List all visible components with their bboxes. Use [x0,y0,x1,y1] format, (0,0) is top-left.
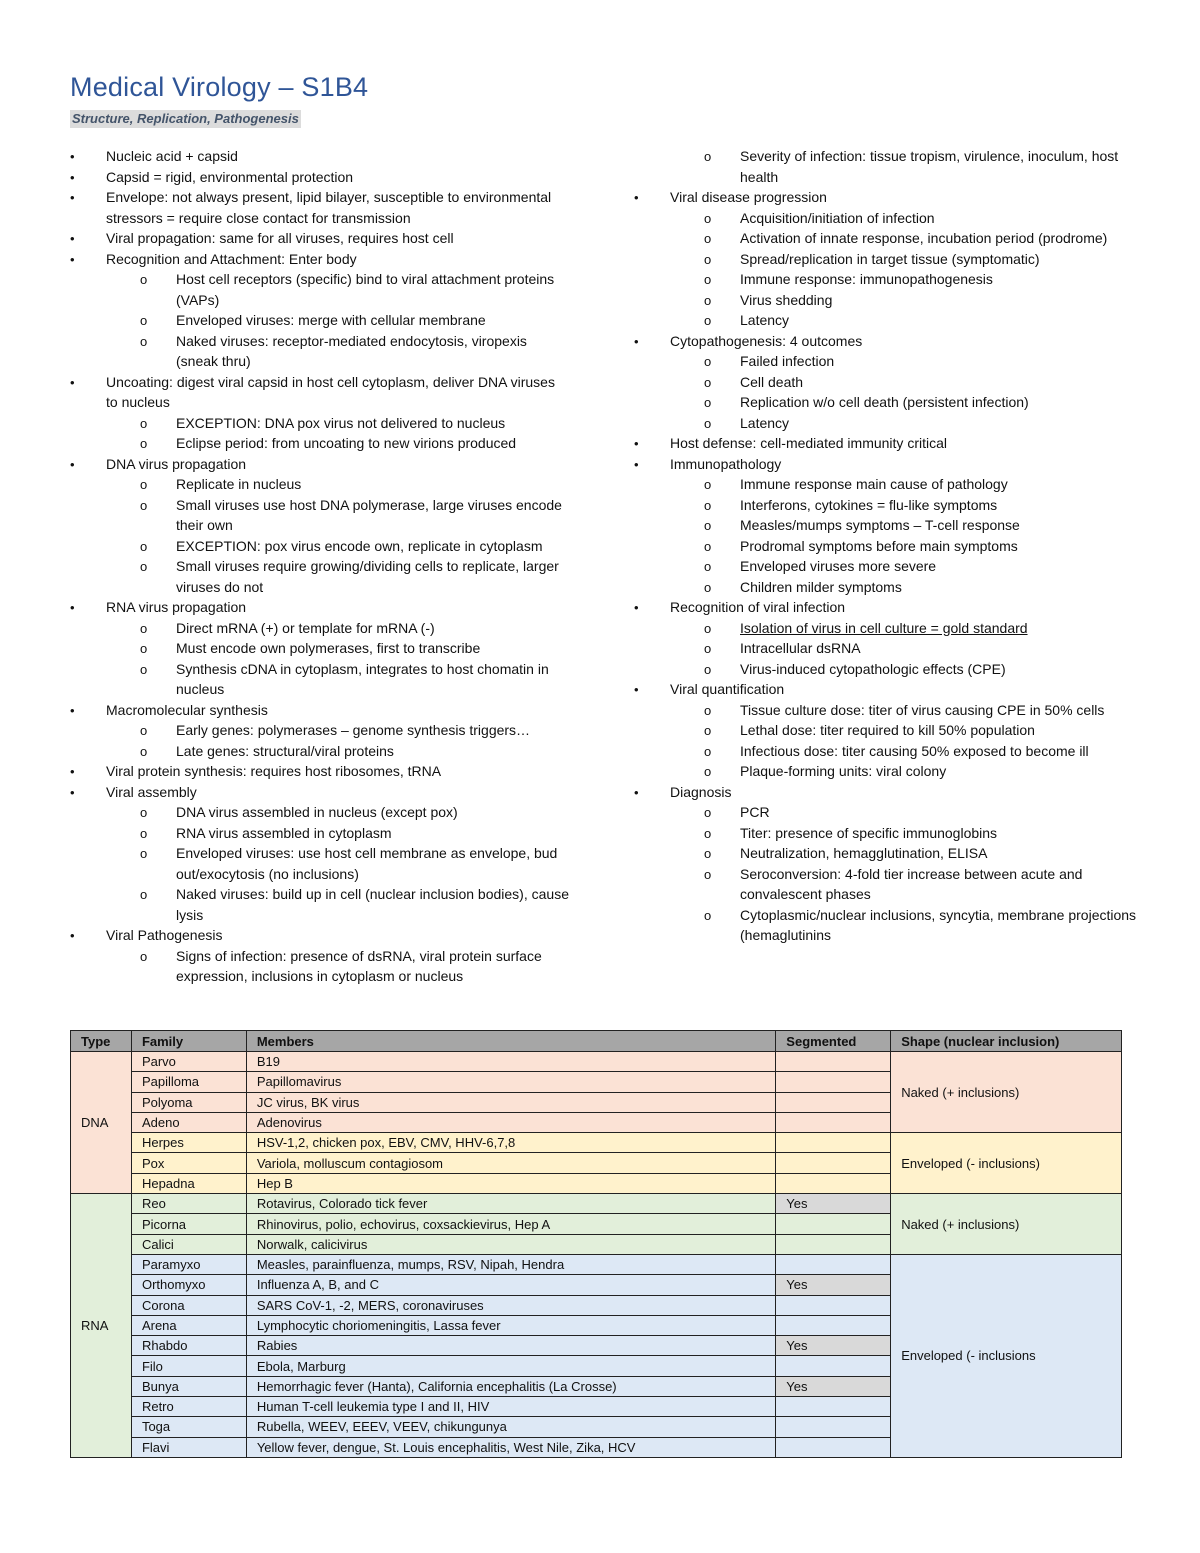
left-note-item [70,167,570,188]
left-note-item [140,618,570,639]
family-cell: Retro [131,1397,246,1417]
left-note-item [70,228,570,249]
right-note-item [634,597,1144,618]
left-note-item [70,597,570,618]
right-note-item-text: Plaque-forming units: viral colony [740,763,947,779]
family-cell: Paramyxo [131,1254,246,1274]
left-note-item-text: Small viruses use host DNA polymerase, large viruses encode their own [176,496,562,533]
bullet-icon [634,187,670,209]
left-note-item-text: Viral propagation: same for all viruses, requires host cell [106,230,454,246]
left-note-item-text: RNA virus propagation [106,599,247,615]
family-cell: Flavi [131,1437,246,1457]
family-cell: Reo [131,1194,246,1214]
left-note-item-text: Signs of infection: presence of dsRNA, viral protein surface expression, inclusions in cytoplasm or nucleus [176,947,542,984]
segmented-cell [776,1214,891,1234]
bullet-icon [70,249,106,271]
members-cell: Rabies [246,1336,775,1356]
members-cell: Lymphocytic choriomeningitis, Lassa fever [246,1315,775,1335]
sub-bullet-icon [140,474,176,496]
family-cell: Picorna [131,1214,246,1234]
right-note-item [634,433,1144,454]
left-note-item-text: Viral Pathogenesis [106,927,223,943]
family-cell: Arena [131,1315,246,1335]
left-note-item [70,925,570,946]
members-cell: Variola, molluscum contagiosom [246,1153,775,1173]
right-note-item [704,802,1144,823]
members-cell: Rubella, WEEV, EEEV, VEEV, chikungunya [246,1417,775,1437]
right-note-item [634,331,1144,352]
right-note-item-text: Lethal dose: titer required to kill 50% population [740,722,1035,738]
right-note-item [704,864,1144,905]
right-note-item [704,577,1144,598]
sub-bullet-icon [704,905,740,927]
family-cell: Pox [131,1153,246,1173]
sub-bullet-icon [140,433,176,455]
bullet-icon [634,679,670,701]
left-note-item-text: Small viruses require growing/dividing cells to replicate, larger viruses do not [176,558,559,595]
members-cell: Hemorrhagic fever (Hanta), California encephalitis (La Crosse) [246,1376,775,1396]
bullet-icon [634,433,670,455]
right-note-item-text: Cell death [740,373,804,390]
left-note-item [140,946,570,987]
sub-bullet-icon [704,638,740,660]
left-note-item-text: DNA virus assembled in nucleus (except pox) [176,804,458,820]
left-note-item-text: RNA virus assembled in cytoplasm [176,824,392,841]
bullet-icon [634,331,670,353]
header-segmented: Segmented [776,1031,891,1052]
right-note-item [704,536,1144,557]
bullet-icon [70,925,106,947]
right-note-item-text: Failed infection [740,353,835,369]
left-note-item [140,269,570,310]
right-note-item-text: Host defense: cell-mediated immunity critical [670,435,947,451]
left-note-item [70,454,570,475]
sub-bullet-icon [704,208,740,230]
right-note-item-text: Virus shedding [740,291,833,308]
segmented-cell [776,1254,891,1274]
right-note-item-text: Spread/replication in target tissue (symptomatic) [740,250,1040,267]
right-note-item [704,474,1144,495]
left-note-item-text: Viral protein synthesis: requires host ribosomes, tRNA [106,763,442,779]
sub-bullet-icon [704,720,740,742]
left-note-item [140,802,570,823]
members-cell: Hep B [246,1173,775,1193]
right-note-item [704,351,1144,372]
sub-bullet-icon [140,269,176,291]
left-note-item [70,146,570,167]
sub-bullet-icon [704,618,740,640]
table-row [71,1052,1122,1072]
right-note-item-text: Measles/mumps symptoms – T-cell response [740,517,1020,533]
segmented-cell [776,1397,891,1417]
segmented-cell [776,1052,891,1072]
segmented-cell [776,1234,891,1254]
left-note-item [140,331,570,372]
right-note-item-text: Immune response main cause of pathology [740,476,1008,492]
sub-bullet-icon [140,413,176,435]
left-note-item [140,843,570,884]
type-cell: RNA [71,1194,132,1458]
bullet-icon [70,454,106,476]
left-note-item-text: Enveloped viruses: merge with cellular membrane [176,312,486,328]
segmented-cell [776,1153,891,1173]
segmented-cell: Yes [776,1194,891,1214]
right-note-item-text: Infectious dose: titer causing 50% exposed to become ill [740,742,1089,759]
left-note-item [140,741,570,762]
left-note-item [140,474,570,495]
left-note-item-text: Capsid = rigid, environmental protection [106,168,354,185]
right-note-item [634,679,1144,700]
left-note-item [70,372,570,413]
left-note-item-text: Direct mRNA (+) or template for mRNA (-) [176,619,435,636]
sub-bullet-icon [704,515,740,537]
bullet-icon [70,372,106,394]
virus-family-table [70,1030,1122,1458]
left-note-item-text: Replicate in nucleus [176,476,302,492]
members-cell: Rotavirus, Colorado tick fever [246,1194,775,1214]
right-note-item-text: Cytopathogenesis: 4 outcomes [670,332,863,349]
right-note-item [704,372,1144,393]
members-cell: SARS CoV-1, -2, MERS, coronaviruses [246,1295,775,1315]
right-note-item [704,515,1144,536]
right-note-item-text: Viral disease progression [670,189,827,205]
sub-bullet-icon [704,392,740,414]
right-note-item-text: Acquisition/initiation of infection [740,209,935,226]
sub-bullet-icon [704,413,740,435]
right-note-item-text: Immunopathology [670,455,782,472]
bullet-icon [70,146,106,168]
members-cell: Ebola, Marburg [246,1356,775,1376]
sub-bullet-icon [704,249,740,271]
sub-bullet-icon [704,577,740,599]
right-note-item [704,413,1144,434]
segmented-cell [776,1112,891,1132]
left-note-item-text: Enveloped viruses: use host cell membrane as envelope, bud out/exocytosis (no inclusions) [176,845,558,882]
left-note-item-text: Late genes: structural/viral proteins [176,742,394,759]
sub-bullet-icon [704,310,740,332]
family-cell: Hepadna [131,1173,246,1193]
right-note-item-text: Recognition of viral infection [670,599,846,615]
sub-bullet-icon [704,495,740,517]
sub-bullet-icon [704,843,740,865]
family-cell: Herpes [131,1133,246,1153]
right-note-item-text: Titer: presence of specific immunoglobins [740,824,998,841]
segmented-cell [776,1437,891,1457]
bullet-icon [634,782,670,804]
family-cell: Papilloma [131,1072,246,1092]
segmented-cell [776,1315,891,1335]
family-cell: Orthomyxo [131,1275,246,1295]
right-note-item-text: Severity of infection: tissue tropism, virulence, inoculum, host health [740,148,1119,185]
left-note-item-text: Early genes: polymerases – genome synthesis triggers… [176,722,531,738]
right-note-item-text: Immune response: immunopathogenesis [740,271,993,287]
sub-bullet-icon [704,823,740,845]
members-cell: Papillomavirus [246,1072,775,1092]
sub-bullet-icon [140,884,176,906]
right-note-item-text: Enveloped viruses more severe [740,558,937,574]
segmented-cell [776,1173,891,1193]
sub-bullet-icon [140,495,176,517]
right-note-item [634,454,1144,475]
right-note-item [704,761,1144,782]
bullet-icon [70,761,106,783]
left-note-item [140,413,570,434]
left-note-item [140,536,570,557]
header-type: Type [71,1031,132,1052]
segmented-cell [776,1072,891,1092]
bullet-icon [70,187,106,209]
right-note-item-text: Intracellular dsRNA [740,640,861,656]
left-note-item-text: Macromolecular synthesis [106,701,268,718]
segmented-cell: Yes [776,1376,891,1396]
sub-bullet-icon [140,618,176,640]
family-cell: Parvo [131,1052,246,1072]
sub-bullet-icon [140,741,176,763]
right-note-item [704,228,1144,249]
left-note-item-text: EXCEPTION: pox virus encode own, replicate in cytoplasm [176,537,543,554]
family-cell: Calici [131,1234,246,1254]
bullet-icon [70,228,106,250]
right-note-item-text: Latency [740,414,790,431]
left-note-item-text: Envelope: not always present, lipid bilayer, susceptible to environmental stressors = require close contact for transmission [106,189,552,226]
table-row [71,1133,1122,1153]
bullet-icon [634,454,670,476]
right-note-item-text: Neutralization, hemagglutination, ELISA [740,845,988,861]
sub-bullet-icon [704,146,740,168]
right-note-item [704,720,1144,741]
left-note-item-text: Must encode own polymerases, first to transcribe [176,640,481,656]
right-note-item-text: Virus-induced cytopathologic effects (CPE) [740,660,1006,677]
family-cell: Polyoma [131,1092,246,1112]
right-note-item [704,823,1144,844]
sub-bullet-icon [140,843,176,865]
members-cell: Influenza A, B, and C [246,1275,775,1295]
sub-bullet-icon [704,372,740,394]
sub-bullet-icon [140,310,176,332]
right-note-item [634,782,1144,803]
left-note-item-text: DNA virus propagation [106,455,247,472]
left-note-item-text: Viral assembly [106,783,197,800]
sub-bullet-icon [704,659,740,681]
family-cell: Rhabdo [131,1336,246,1356]
family-cell: Filo [131,1356,246,1376]
type-cell: DNA [71,1052,132,1194]
right-note-item-text: Seroconversion: 4-fold tier increase between acute and convalescent phases [740,865,1083,902]
left-note-item [140,433,570,454]
left-note-item [140,884,570,925]
left-note-item [140,823,570,844]
bullet-icon [70,782,106,804]
sub-bullet-icon [140,556,176,578]
family-cell: Bunya [131,1376,246,1396]
family-cell: Toga [131,1417,246,1437]
sub-bullet-icon [704,741,740,763]
sub-bullet-icon [140,720,176,742]
sub-bullet-icon [704,761,740,783]
left-note-item [70,761,570,782]
page-subtitle: Structure, Replication, Pathogenesis [72,111,299,126]
right-note-item [704,208,1144,229]
left-note-item [140,659,570,700]
right-note-item [704,392,1144,413]
left-note-item-text: Host cell receptors (specific) bind to viral attachment proteins (VAPs) [176,271,555,308]
left-note-item [140,556,570,597]
segmented-cell [776,1092,891,1112]
members-cell: Measles, parainfluenza, mumps, RSV, Nipah, Hendra [246,1254,775,1274]
table-row [71,1254,1122,1274]
bullet-icon [70,700,106,722]
family-cell: Corona [131,1295,246,1315]
notes-right-column [634,146,1144,946]
right-note-item [704,269,1144,290]
right-note-item-text: Prodromal symptoms before main symptoms [740,537,1018,554]
sub-bullet-icon [140,536,176,558]
members-cell: Rhinovirus, polio, echovirus, coxsackievirus, Hep A [246,1214,775,1234]
shape-cell: Naked (+ inclusions) [891,1052,1122,1133]
sub-bullet-icon [704,802,740,824]
left-note-item-text: Nucleic acid + capsid [106,148,238,164]
header-members: Members [246,1031,775,1052]
left-note-item [70,249,570,270]
right-note-item [704,905,1144,946]
left-note-item-text: Uncoating: digest viral capsid in host cell cytoplasm, deliver DNA viruses to nucleus [106,373,555,410]
page-title: Medical Virology – S1B4 [70,72,369,102]
members-cell: Human T-cell leukemia type I and II, HIV [246,1397,775,1417]
members-cell: Norwalk, calicivirus [246,1234,775,1254]
right-note-item-text: Interferons, cytokines = flu-like symptoms [740,496,998,513]
right-note-item [704,310,1144,331]
bullet-icon [70,167,106,189]
sub-bullet-icon [140,638,176,660]
right-note-item [704,618,1144,639]
sub-bullet-icon [704,556,740,578]
members-cell: HSV-1,2, chicken pox, EBV, CMV, HHV-6,7,8 [246,1133,775,1153]
right-note-item [704,843,1144,864]
sub-bullet-icon [140,802,176,824]
sub-bullet-icon [704,864,740,886]
segmented-cell [776,1133,891,1153]
left-note-item [140,638,570,659]
left-note-item [70,187,570,228]
left-note-item-text: Recognition and Attachment: Enter body [106,250,357,267]
left-note-item [140,495,570,536]
left-note-item-text: Naked viruses: receptor-mediated endocytosis, viropexis (sneak thru) [176,332,527,369]
sub-bullet-icon [140,823,176,845]
sub-bullet-icon [704,228,740,250]
right-note-item [704,700,1144,721]
right-note-item [704,290,1144,311]
table-header-row [71,1031,1122,1052]
family-cell: Adeno [131,1112,246,1132]
left-note-item [140,310,570,331]
sub-bullet-icon [704,700,740,722]
right-note-item [704,638,1144,659]
right-note-item [704,495,1144,516]
right-note-item [704,659,1144,680]
segmented-cell [776,1356,891,1376]
sub-bullet-icon [140,331,176,353]
shape-cell: Naked (+ inclusions) [891,1194,1122,1255]
left-note-item [70,700,570,721]
left-note-item-text: Eclipse period: from uncoating to new virions produced [176,435,517,451]
left-note-item-text: Naked viruses: build up in cell (nuclear inclusion bodies), cause lysis [176,886,569,923]
sub-bullet-icon [704,269,740,291]
right-note-item-text: Tissue culture dose: titer of virus causing CPE in 50% cells [740,701,1105,718]
segmented-cell [776,1295,891,1315]
header-family: Family [131,1031,246,1052]
right-note-item-text: Children milder symptoms [740,578,902,595]
left-note-item-text: Synthesis cDNA in cytoplasm, integrates to host chomatin in nucleus [176,660,549,697]
sub-bullet-icon [704,474,740,496]
right-note-item-text: Isolation of virus in cell culture = gold standard [740,619,1028,636]
sub-bullet-icon [140,659,176,681]
segmented-cell: Yes [776,1275,891,1295]
shape-cell: Enveloped (- inclusions [891,1254,1122,1457]
right-note-item [704,556,1144,577]
shape-cell: Enveloped (- inclusions) [891,1133,1122,1194]
right-note-item [704,146,1144,187]
bullet-icon [70,597,106,619]
bullet-icon [634,597,670,619]
members-cell: Adenovirus [246,1112,775,1132]
right-note-item-text: Cytoplasmic/nuclear inclusions, syncytia, membrane projections (hemaglutinins [740,906,1137,943]
right-note-item-text: Viral quantification [670,681,785,697]
right-note-item-text: Activation of innate response, incubation period (prodrome) [740,230,1108,246]
notes-left-column [70,146,570,987]
segmented-cell: Yes [776,1336,891,1356]
sub-bullet-icon [704,536,740,558]
members-cell: JC virus, BK virus [246,1092,775,1112]
right-note-item [704,741,1144,762]
right-note-item-text: Latency [740,312,790,328]
members-cell: Yellow fever, dengue, St. Louis encephalitis, West Nile, Zika, HCV [246,1437,775,1457]
sub-bullet-icon [704,351,740,373]
table-row [71,1194,1122,1214]
sub-bullet-icon [140,946,176,968]
sub-bullet-icon [704,290,740,312]
left-note-item-text: EXCEPTION: DNA pox virus not delivered to nucleus [176,414,506,431]
left-note-item [140,720,570,741]
members-cell: B19 [246,1052,775,1072]
right-note-item [634,187,1144,208]
left-note-item [70,782,570,803]
right-note-item-text: Replication w/o cell death (persistent infection) [740,394,1029,410]
header-shape: Shape (nuclear inclusion) [891,1031,1122,1052]
right-note-item-text: PCR [740,804,770,820]
segmented-cell [776,1417,891,1437]
right-note-item [704,249,1144,270]
right-note-item-text: Diagnosis [670,783,732,800]
